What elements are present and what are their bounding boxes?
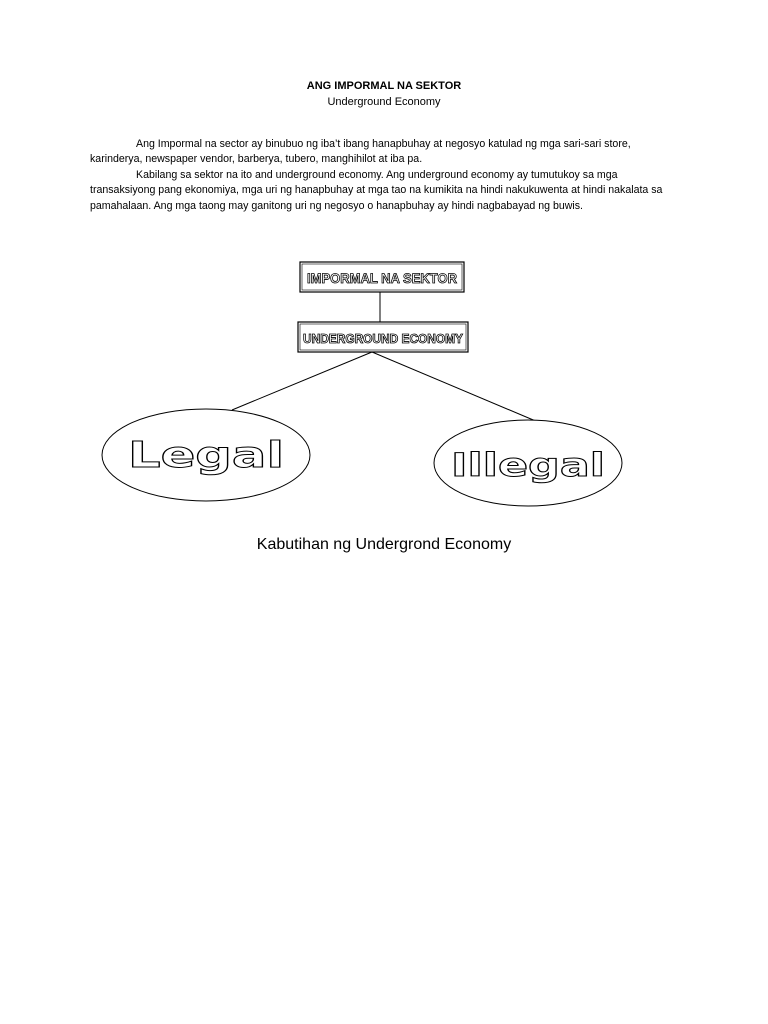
impormal-sektor-box [300,262,464,292]
underground-economy-label: UNDERGROUND ECONOMY [303,332,464,346]
legal-label: Legal [128,435,284,476]
underground-economy-box [298,322,468,352]
document-subtitle: Underground Economy [327,96,441,108]
illegal-node [434,420,622,506]
diagram-caption: Kabutihan ng Undergrond Economy [256,536,512,553]
illegal-label: Illegal [451,446,605,484]
paragraph-underground-economy: Kabilang sa sektor na ito and underground economy. Ang underground economy ay tumutukoy sa mga transaksiyong pang ekonomiya, mga uri ng hanapbuhay at mga tao na kumikita na hindi nakukuwenta at hindi nakalata sa pamahalaan. Ang mga taong may ganitong uri ng negosyo o hanapbuhay ay hindi nagbabayad ng buwis. [90,169,663,212]
connector-to-illegal [372,352,538,422]
connector-to-legal [232,352,372,410]
document-title: ANG IMPORMAL NA SEKTOR [306,80,462,92]
paragraph-impormal-sector: Ang Impormal na sector ay binubuo ng iba’t ibang hanapbuhay at negosyo katulad ng mga sari-sari store, karinderya, newspaper vendor, barberya, tubero, manghihilot at iba pa. [90,138,631,166]
legal-node [102,409,310,501]
impormal-sektor-label: IMPORMAL NA SEKTOR [307,271,458,286]
